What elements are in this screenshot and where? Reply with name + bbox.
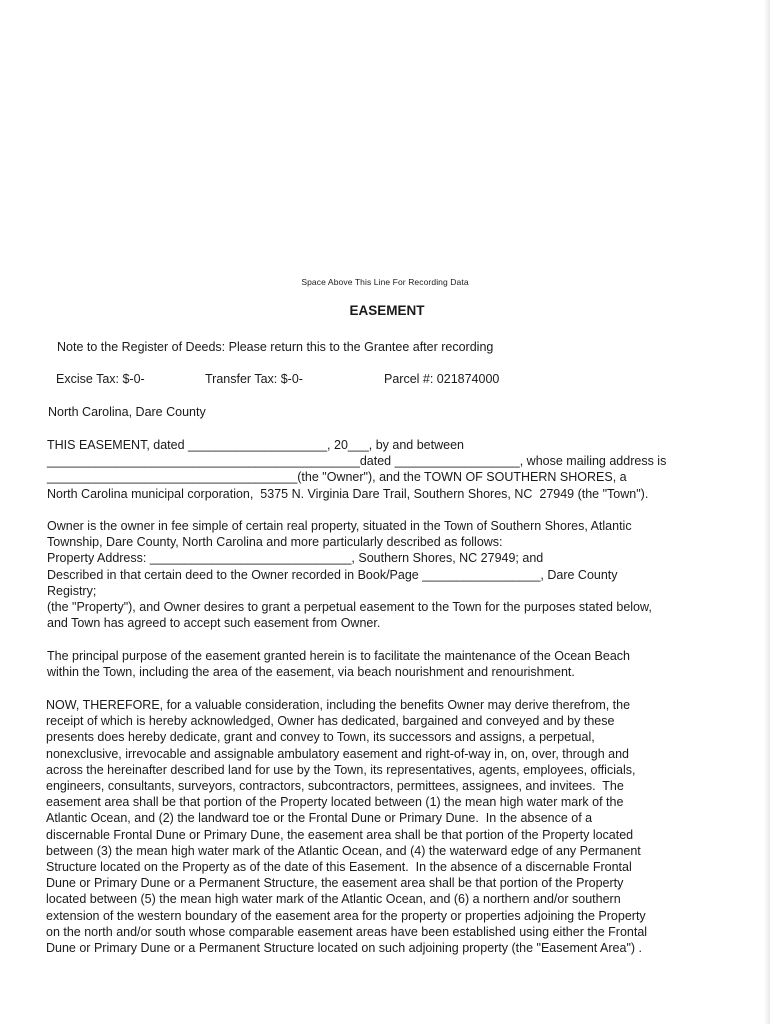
paragraph-line: Property Address: _____________________________, Southern Shores, NC 27949; and xyxy=(47,551,544,566)
state-county-line: North Carolina, Dare County xyxy=(48,405,206,419)
purpose-paragraph xyxy=(47,648,630,680)
paragraph-line: _____________________________________________dated __________________, whose mailing address is xyxy=(47,454,667,469)
register-of-deeds-note: Note to the Register of Deeds: Please return this to the Grantee after recording xyxy=(57,340,494,354)
paragraph-line: across the hereinafter described land for use by the Town, its representatives, agents, employees, officials, xyxy=(46,762,636,777)
paragraph-line: Atlantic Ocean, and (2) the landward toe or the Frontal Dune or Primary Dune. In the absence of a xyxy=(46,811,593,826)
paragraph-line: nonexclusive, irrevocable and assignable ambulatory easement and right-of-way in, on, over, through and xyxy=(46,746,629,761)
paragraph-line: Township, Dare County, North Carolina and more particularly described as follows: xyxy=(47,535,503,550)
property-paragraph xyxy=(47,518,652,631)
paragraph-line: and Town has agreed to accept such easement from Owner. xyxy=(47,616,381,631)
paragraph-line: Described in that certain deed to the Owner recorded in Book/Page _________________, Dare County xyxy=(47,567,618,582)
paragraph-line: discernable Frontal Dune or Primary Dune, the easement area shall be that portion of the Property located xyxy=(46,827,634,842)
paragraph-line: presents does hereby dedicate, grant and convey to Town, its successors and assigns, a perpetual, xyxy=(46,730,595,745)
page-edge-shadow xyxy=(764,0,770,1024)
paragraph-line: engineers, consultants, surveyors, contractors, subcontractors, permittees, assignees, and invitees. The xyxy=(46,779,624,794)
recording-data-note: Space Above This Line For Recording Data xyxy=(301,277,469,287)
paragraph-line: NOW, THEREFORE, for a valuable consideration, including the benefits Owner may derive therefrom, the xyxy=(46,698,631,712)
parcel-number: Parcel #: 021874000 xyxy=(384,372,500,386)
paragraph-line: located between (5) the mean high water mark of the Atlantic Ocean, and (6) a northern and/or southern xyxy=(46,892,621,907)
parties-paragraph xyxy=(47,437,666,502)
paragraph-line: receipt of which is hereby acknowledged, Owner has dedicated, bargained and conveyed and by these xyxy=(46,714,615,729)
paragraph-line: Dune or Primary Dune or a Permanent Structure, the easement area shall be that portion of the Property xyxy=(46,876,624,891)
paragraph-line: easement area shall be that portion of the Property located between (1) the mean high water mark of the xyxy=(46,795,624,810)
document-title: EASEMENT xyxy=(349,303,425,318)
paragraph-line: between (3) the mean high water mark of the Atlantic Ocean, and (4) the waterward edge of any Permanent xyxy=(46,843,641,858)
paragraph-line: within the Town, including the area of the easement, via beach nourishment and renourishment. xyxy=(47,665,575,680)
paragraph-line: on the north and/or south whose comparable easement areas have been established using either the Frontal xyxy=(46,924,648,939)
grant-paragraph xyxy=(46,697,647,956)
paragraph-line: THIS EASEMENT, dated ____________________, 20___, by and between xyxy=(47,438,464,452)
excise-tax: Excise Tax: $-0- xyxy=(56,372,145,386)
paragraph-line: (the "Property"), and Owner desires to grant a perpetual easement to the Town for the purposes stated below, xyxy=(47,600,652,615)
paragraph-line: ____________________________________(the "Owner"), and the TOWN OF SOUTHERN SHORES, a xyxy=(47,470,627,485)
paragraph-line: North Carolina municipal corporation, 5375 N. Virginia Dare Trail, Southern Shores, NC 27949 (the "Town"). xyxy=(47,486,649,501)
paragraph-line: extension of the western boundary of the easement area for the property or properties adjoining the Property xyxy=(46,908,646,923)
transfer-tax: Transfer Tax: $-0- xyxy=(205,372,303,386)
paragraph-line: Registry; xyxy=(47,583,97,598)
paragraph-line: Structure located on the Property as of the date of this Easement. In the absence of a discernable Frontal xyxy=(46,860,632,875)
paragraph-line: Dune or Primary Dune or a Permanent Structure located on such adjoining property (the "Easement Area") . xyxy=(46,941,642,956)
paragraph-line: The principal purpose of the easement granted herein is to facilitate the maintenance of the Ocean Beach xyxy=(47,649,631,663)
paragraph-line: Owner is the owner in fee simple of certain real property, situated in the Town of Southern Shores, Atlantic xyxy=(47,519,632,533)
